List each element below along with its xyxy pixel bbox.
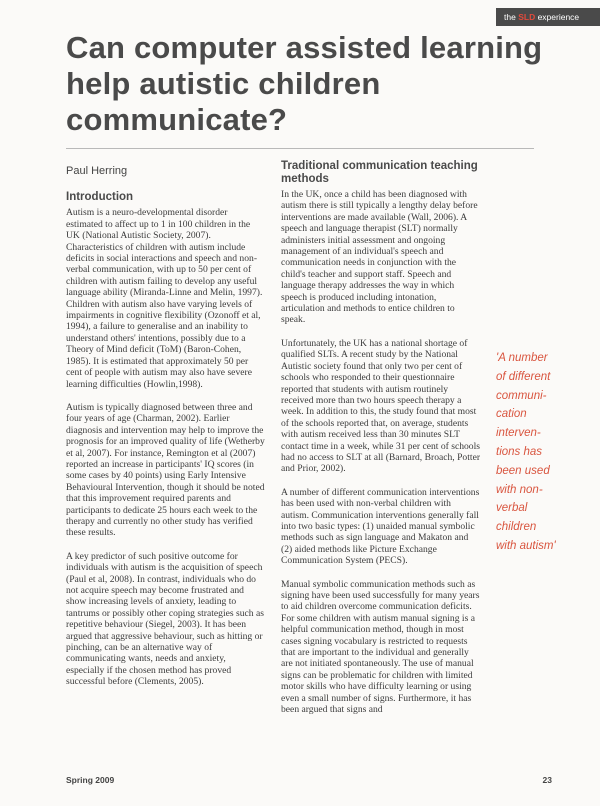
section-tag-suffix: experience [537, 12, 580, 22]
page-number: 23 [542, 775, 552, 785]
section-tag [496, 8, 600, 26]
right-paragraph: In the UK, once a child has been diagnosed with autism there is still typically a lengthy delay before interventions are made available (Wall, 2006). A speech and language therapist (SLT) normally administers initial assessment and ongoing management of an individual's speech and communication needs in conjunction with the child's teacher and support staff. Speech and language therapy addresses the way in which speech is produced including intonation, articulation and methods to entice children to speak. [281, 189, 478, 326]
article-title: Can computer assisted learning help autistic children communicate? [66, 30, 543, 137]
left-column [66, 164, 266, 700]
pull-quote-line: cation [496, 408, 527, 421]
pull-quote-line: interven- [496, 427, 541, 440]
pull-quote-line: of different [496, 370, 551, 383]
left-paragraph: Autism is typically diagnosed between three and four years of age (Charman, 2002). Earlier diagnosis and intervention may help to improve the prognosis for an improved quality of life (Wetherby et al, 2007). For instance, Remington et al (2007) reported an increase in participants' IQ scores (in some cases by 40 points) using Early Intensive Behavioural Intervention, though it should be noted that this improvement required parents and participants to dedicate 25 hours each week to the therapy and currently no other study has verified these results. [66, 401, 265, 539]
introduction-heading: Introduction [66, 191, 134, 204]
title-divider [66, 148, 534, 149]
right-paragraph: A number of different communication interventions has been used with non-verbal children with autism. Communication interventions generally fall into two basic types: (1) unaided manual symbolic methods such as sign language and Makaton and (2) aided methods like Picture Exchange Communication System (PECS). [281, 486, 480, 567]
pull-quote-line: tions has [496, 445, 543, 458]
pull-quote-line: with autism' [496, 539, 556, 552]
pull-quote-line: children [496, 521, 537, 534]
pull-quote-line: verbal [496, 502, 528, 515]
section-tag-prefix: the [504, 12, 516, 22]
left-paragraph: Autism is a neuro-developmental disorder estimated to affect up to 1 in 100 children in the UK (National Autistic Society, 2007). Characteristics of children with autism include deficits in social interactions and speech and non-verbal communication, with up to 50 per cent of children with autism failing to develop any useful language ability (Miranda-Linne and Melin, 1997). Children with autism also have varying levels of impairments in cognitive flexibility (Ozonoff et al, 1994), a failure to generalise and an inability to understand others' intentions, possibly due to a Theory of Mind deficit (ToM) (Baron-Cohen, 1985). It is estimated that approximately 50 per cent of people with autism may also have severe learning difficulties (Howlin,1998). [66, 207, 263, 390]
section-tag-accent: SLD [518, 12, 536, 22]
right-paragraph: Manual symbolic communication methods such as signing have been used successfully for many years to aid children overcome communication deficits. For some children with autism manual signing is a helpful communication method, though in most cases signing vocabulary is restricted to requests that are important to the individual and generally are not initiated spontaneously. The use of manual signs can be problematic for children with limited motor skills who have difficulty learning or using even a small number of signs. Furthermore, it has been argued that signs and [281, 578, 480, 716]
methods-heading: Traditional communication teaching methods [281, 160, 478, 185]
pull-quote-line: been used [496, 464, 550, 477]
pull-quote-line: communi- [496, 389, 547, 402]
pull-quote-line: 'A number [496, 352, 548, 364]
right-paragraph: Unfortunately, the UK has a national shortage of qualified SLTs. A recent study by the National Autistic society found that only two per cent of schools who responded to their questionnaire reported that students with autism routinely received more than two hours speech therapy a week. In addition to this, the study found that most of the schools reported that, on average, students with autism received less than 30 minutes SLT contact time in a week, while 31 per cent of schools had no access to SLT at all (Barnard, Broach, Potter and Prior, 2002). [281, 337, 481, 475]
pull-quote [496, 349, 586, 556]
author-name: Paul Herring [66, 165, 128, 177]
left-paragraph: A key predictor of such positive outcome for individuals with autism is the acquisition of speech (Paul et al, 2008). In contrast, individuals who do not acquire speech may become frustrated and show increasing levels of anxiety, leading to tantrums or possibly other coping strategies such as repetitive behaviour (Siegel, 2003). It has been argued that aggressive behaviour, such as hitting or pinching, can be an alternative way of communicating wants, needs and anxiety, especially if the chosen method has proved successful before (Clements, 2005). [66, 550, 264, 688]
pull-quote-line: with non- [496, 483, 543, 496]
issue-date: Spring 2009 [66, 775, 115, 785]
right-column [281, 160, 481, 727]
